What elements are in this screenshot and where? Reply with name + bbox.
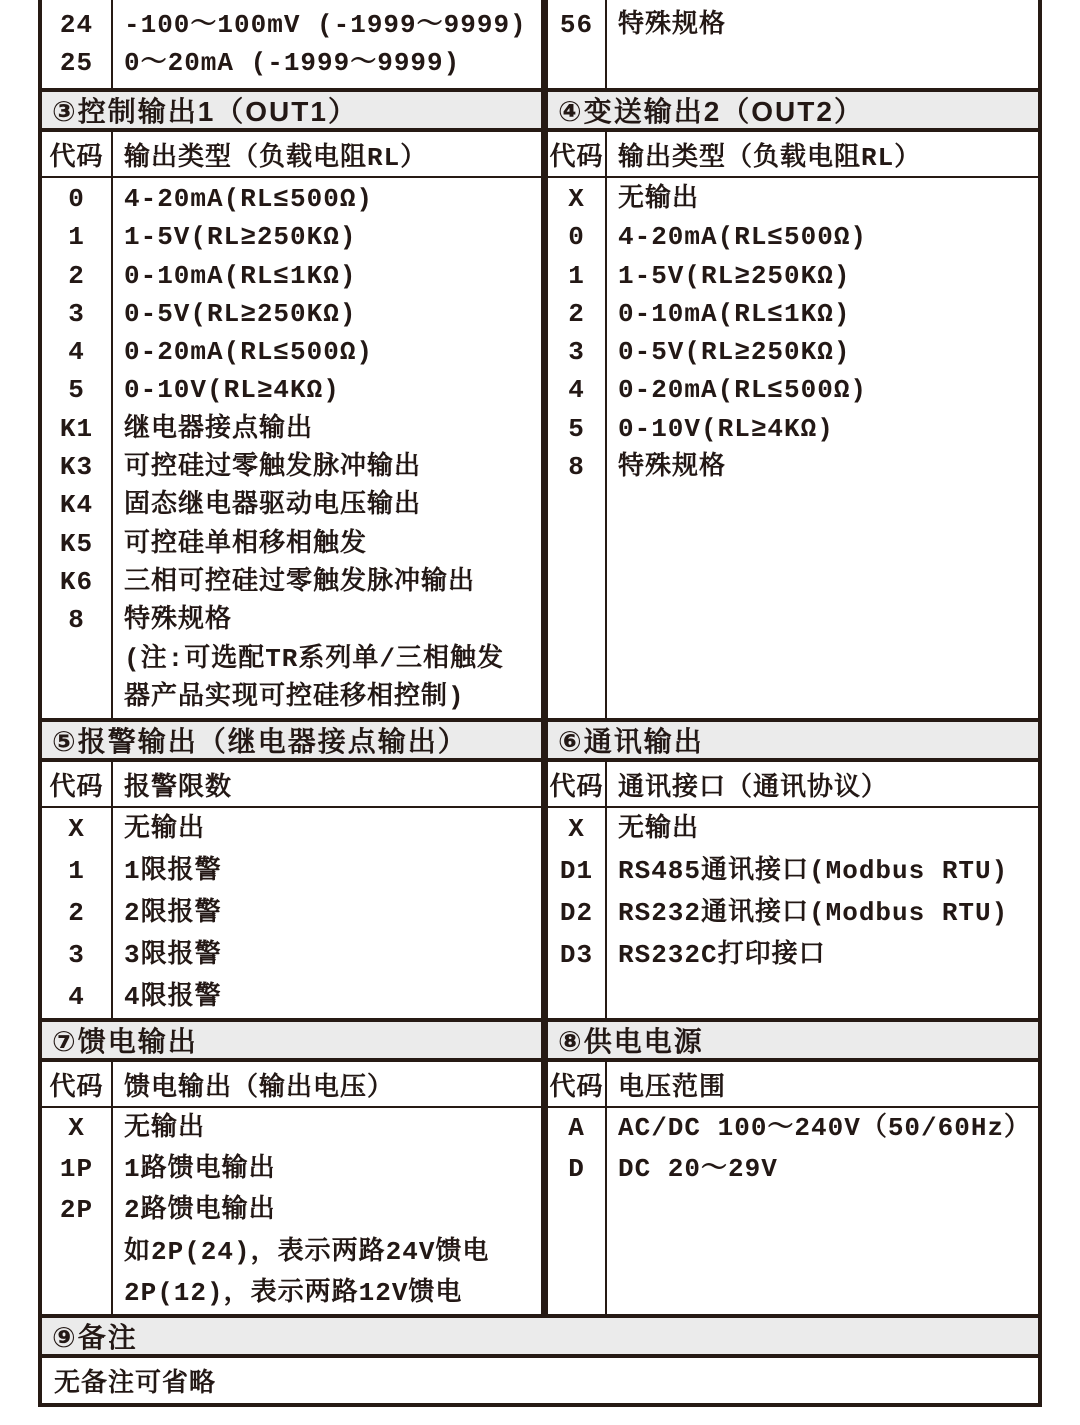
code-cell: 56: [559, 10, 594, 40]
alarm-comm-column-header: [42, 762, 1038, 808]
alarm-comm-body: [42, 808, 1038, 1018]
code-cell: X: [568, 814, 585, 844]
section-comm-title: ⑥通讯输出: [548, 722, 1038, 758]
desc-cell: 1限报警: [124, 856, 222, 886]
code-cell: K4: [59, 490, 94, 521]
desc-cell: 2路馈电输出: [124, 1195, 276, 1226]
code-cell: 0: [68, 184, 85, 214]
desc-cell: 无输出: [618, 184, 700, 214]
code-cell: A: [568, 1113, 585, 1143]
code-cell: 8: [68, 605, 85, 636]
desc-cell: 无输出: [618, 814, 700, 844]
desc-cell: 1-5V(RL≥250KΩ): [618, 260, 851, 291]
code-cell: K5: [59, 528, 94, 559]
code-cell: 5: [68, 375, 85, 406]
input-type-right-half: [548, 0, 1038, 88]
code-cell: 3: [68, 298, 85, 329]
feed-rows: [42, 1108, 541, 1314]
comm-rows: [548, 808, 1038, 1018]
desc-cell: 0-20mA(RL≤500Ω): [618, 375, 868, 406]
code-cell: D1: [559, 856, 594, 886]
code-header: 代码: [549, 142, 604, 173]
section-feed-title: ⑦馈电输出: [42, 1022, 541, 1058]
code-header: 代码: [49, 142, 104, 173]
code-cell: X: [68, 814, 85, 844]
out1-rows: [42, 178, 541, 718]
code-cell: D: [568, 1154, 585, 1185]
desc-cell: 如2P(24)，表示两路24V馈电: [124, 1236, 490, 1267]
code-cell: 1P: [59, 1154, 94, 1185]
code-header: 代码: [549, 1072, 604, 1103]
out1-out2-body: [42, 178, 1038, 718]
middle-divider: [541, 132, 548, 176]
section-alarm-title: ⑤报警输出（继电器接点输出）: [42, 722, 541, 758]
desc-cell: 无输出: [124, 1113, 206, 1143]
code-cell: 2: [68, 260, 85, 291]
desc-cell: 器产品实现可控硅移相控制): [124, 681, 465, 712]
desc-cell: 2限报警: [124, 898, 222, 928]
code-header: 代码: [49, 1072, 104, 1103]
code-cell: D2: [559, 898, 594, 928]
desc-cell: 1路馈电输出: [124, 1154, 276, 1185]
desc-cell: 固态继电器驱动电压输出: [124, 490, 422, 521]
remark-body-band: [42, 1358, 1038, 1407]
code-cell: 3: [568, 337, 585, 368]
middle-divider: [541, 1108, 548, 1314]
code-column: [548, 0, 607, 88]
desc-cell: 0-5V(RL≥250KΩ): [618, 337, 851, 368]
remark-text: 无备注可省略: [54, 1369, 217, 1399]
desc-cell: 0～20mA (-1999～9999): [124, 48, 461, 78]
desc-cell: -100～100mV (-1999～9999): [124, 10, 527, 40]
section-out1-out2-title-band: [42, 88, 1038, 132]
middle-divider: [541, 1062, 548, 1106]
code-cell: 4: [68, 337, 85, 368]
desc-header: 报警限数: [124, 772, 233, 803]
middle-divider: [541, 1022, 548, 1058]
code-cell: K6: [59, 566, 94, 597]
code-cell: 2P: [59, 1195, 94, 1226]
out2-rows: [548, 178, 1038, 718]
desc-cell: DC 20～29V: [618, 1154, 778, 1185]
code-header: 代码: [49, 772, 104, 803]
out1-out2-column-header: [42, 132, 1038, 178]
desc-cell: 无输出: [124, 814, 206, 844]
desc-cell: 特殊规格: [124, 605, 233, 636]
code-cell: 1: [68, 856, 85, 886]
middle-divider: [541, 178, 548, 718]
code-cell: 1: [568, 260, 585, 291]
section-remark-title: ⑨备注: [42, 1318, 1038, 1354]
middle-divider: [541, 808, 548, 1018]
section-feed-power-title-band: [42, 1018, 1038, 1062]
code-cell: 8: [568, 452, 585, 483]
section-out1-title: ③控制输出1（OUT1）: [42, 92, 541, 128]
desc-header: 电压范围: [618, 1072, 727, 1103]
input-type-partial-section: [42, 0, 1038, 88]
power-rows: [548, 1108, 1038, 1314]
feed-power-column-header: [42, 1062, 1038, 1108]
desc-cell: RS232C打印接口: [618, 940, 826, 970]
desc-header: 馈电输出（输出电压）: [124, 1072, 395, 1103]
code-cell: K1: [59, 413, 94, 444]
code-cell: 3: [68, 940, 85, 970]
desc-cell: 4-20mA(RL≤500Ω): [124, 184, 374, 214]
feed-power-body: [42, 1108, 1038, 1314]
code-cell: X: [568, 184, 585, 214]
section-out2-title: ④变送输出2（OUT2）: [548, 92, 1038, 128]
desc-cell: 0-10mA(RL≤1KΩ): [124, 260, 357, 291]
middle-divider: [541, 722, 548, 758]
desc-cell: AC/DC 100～240V（50/60Hz）: [618, 1113, 1032, 1143]
desc-cell: 0-5V(RL≥250KΩ): [124, 298, 357, 329]
code-cell: 24: [59, 10, 94, 40]
section-remark-title-band: [42, 1314, 1038, 1358]
desc-cell: 0-10V(RL≥4KΩ): [124, 375, 340, 406]
code-column: [42, 0, 113, 88]
code-cell: [42, 1232, 111, 1273]
desc-cell: (注:可选配TR系列单/三相触发: [124, 643, 505, 674]
code-cell: 4: [68, 982, 85, 1012]
code-cell: 5: [568, 413, 585, 444]
desc-cell: 3限报警: [124, 940, 222, 970]
desc-header: 输出类型（负载电阻RL）: [618, 142, 922, 173]
code-cell: [42, 678, 111, 716]
alarm-rows: [42, 808, 541, 1018]
desc-cell: RS232通讯接口(Modbus RTU): [618, 898, 1009, 928]
desc-cell: 可控硅单相移相触发: [124, 528, 368, 559]
code-cell: D3: [559, 940, 594, 970]
middle-divider: [541, 762, 548, 806]
desc-header: 通讯接口（通讯协议）: [618, 772, 889, 803]
desc-cell: 特殊规格: [618, 10, 727, 40]
code-cell: 4: [568, 375, 585, 406]
desc-cell: 4-20mA(RL≤500Ω): [618, 222, 868, 253]
middle-divider: [541, 0, 548, 88]
code-cell: 2: [568, 298, 585, 329]
desc-cell: RS485通讯接口(Modbus RTU): [618, 856, 1009, 886]
desc-header: 输出类型（负载电阻RL）: [124, 142, 428, 173]
desc-cell: 0-10V(RL≥4KΩ): [618, 413, 834, 444]
input-type-left-half: [42, 0, 541, 88]
desc-cell: 0-20mA(RL≤500Ω): [124, 337, 374, 368]
code-cell: 25: [59, 48, 94, 78]
desc-cell: 1-5V(RL≥250KΩ): [124, 222, 357, 253]
desc-cell: 可控硅过零触发脉冲输出: [124, 452, 422, 483]
desc-cell: 特殊规格: [618, 452, 727, 483]
code-header: 代码: [549, 772, 604, 803]
desc-cell: 继电器接点输出: [124, 413, 314, 444]
code-cell: [42, 640, 111, 678]
code-cell: [42, 1273, 111, 1314]
desc-cell: 2P(12)，表示两路12V馈电: [124, 1277, 463, 1308]
desc-column: [607, 0, 1038, 88]
code-cell: X: [68, 1113, 85, 1143]
section-power-title: ⑧供电电源: [548, 1022, 1038, 1058]
desc-column: [113, 0, 541, 88]
ordering-code-table: [38, 0, 1042, 1407]
desc-cell: 4限报警: [124, 982, 222, 1012]
middle-divider: [541, 92, 548, 128]
section-alarm-comm-title-band: [42, 718, 1038, 762]
code-cell: 1: [68, 222, 85, 253]
code-cell: 0: [568, 222, 585, 253]
code-cell: K3: [59, 452, 94, 483]
code-cell: 2: [68, 898, 85, 928]
desc-cell: 三相可控硅过零触发脉冲输出: [124, 566, 476, 597]
desc-cell: 0-10mA(RL≤1KΩ): [618, 298, 851, 329]
